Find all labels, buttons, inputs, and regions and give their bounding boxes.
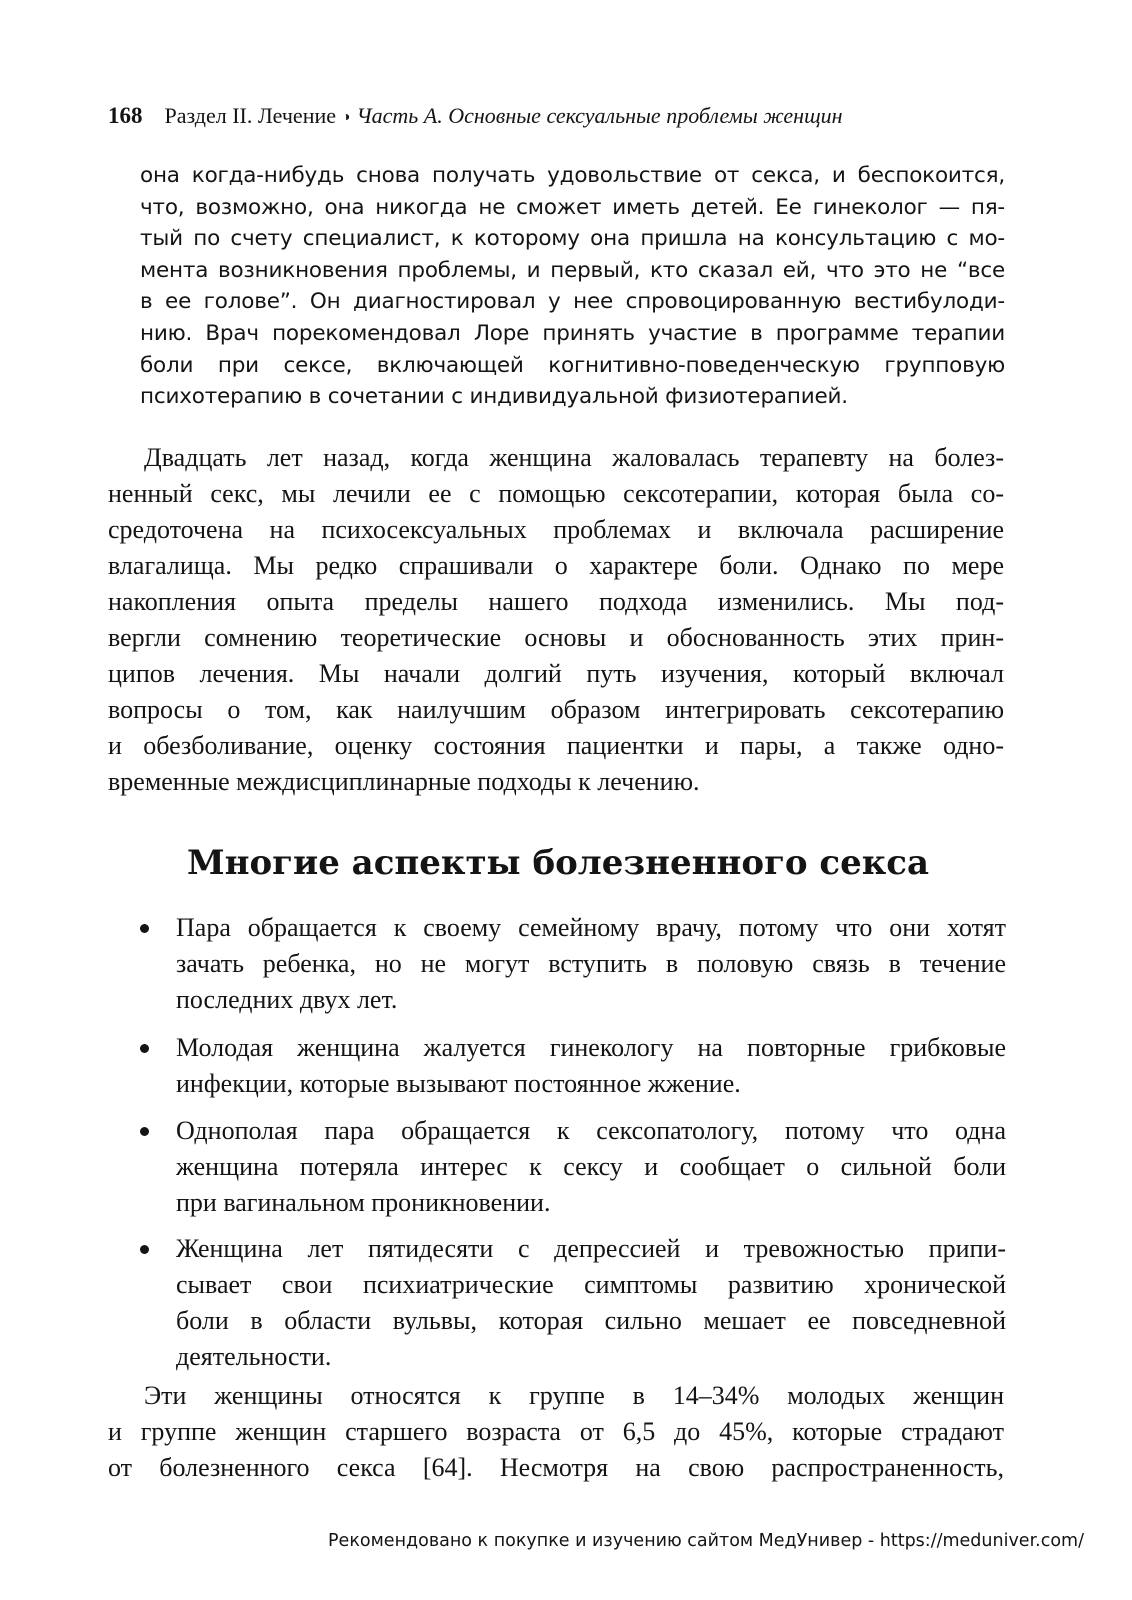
- separator-icon: ◑: [342, 110, 351, 125]
- paragraph-line: Эти женщины относятся к группе в 14–34% молодых женщин: [144, 1381, 1004, 1410]
- case-line: мента возникновения проблемы, и первый, кто сказал ей, что это не “все: [140, 257, 1005, 283]
- list-item-line: последних двух лет.: [176, 985, 398, 1014]
- section-label: Раздел II. Лечение: [164, 103, 337, 128]
- list-item-line: Молодая женщина жалуется гинекологу на повторные грибковые: [176, 1033, 1006, 1062]
- list-item-line: Пара обращается к своему семейному врачу, потому что они хотят: [176, 913, 1006, 942]
- paragraph-history: [108, 440, 1004, 800]
- list-item-line: Женщина лет пятидесяти с депрессией и тревожностью припи-: [176, 1234, 1006, 1263]
- case-line: боли при сексе, включающей когнитивно-поведенческую групповую: [140, 352, 1005, 378]
- list-item-line: зачать ребенка, но не могут вступить в половую связь в течение: [176, 949, 1006, 978]
- bullet-icon: [140, 1127, 149, 1136]
- paragraph-line: средоточена на психосексуальных проблемах и включала расширение: [108, 515, 1004, 544]
- list-item-text: [176, 1030, 1006, 1102]
- paragraph-line: Двадцать лет назад, когда женщина жаловалась терапевту на болез-: [144, 443, 1004, 472]
- list-item-line: деятельности.: [176, 1342, 332, 1371]
- list-item-line: при вагинальном проникновении.: [176, 1188, 551, 1217]
- case-line: нию. Врач порекомендовал Лоре принять участие в программе терапии: [140, 320, 1005, 346]
- list-item-line: Однополая пара обращается к сексопатологу, потому что одна: [176, 1116, 1006, 1145]
- section-heading: Многие аспекты болезненного секса: [186, 843, 930, 883]
- list-item-line: инфекции, которые вызывают постоянное жжение.: [176, 1069, 741, 1098]
- paragraph-prevalence: [108, 1378, 1004, 1486]
- paragraph-line: и обезболивание, оценку состояния пациентки и пары, а также одно-: [108, 731, 1004, 760]
- case-example-text: [140, 160, 1005, 413]
- paragraph-line: вопросы о том, как наилучшим образом интегрировать сексотерапию: [108, 695, 1004, 724]
- bullet-icon: [140, 924, 149, 933]
- list-item-line: сывает свои психиатрические симптомы развитию хронической: [176, 1270, 1006, 1299]
- bullet-icon: [140, 1245, 149, 1254]
- list-item-text: [176, 1113, 1006, 1221]
- case-line: она когда-нибудь снова получать удовольствие от секса, и беспокоится,: [140, 163, 1005, 188]
- case-line: психотерапию в сочетании с индивидуальной физиотерапией.: [140, 384, 848, 410]
- part-title: Часть А. Основные сексуальные проблемы женщин: [356, 103, 843, 128]
- paragraph-line: от болезненного секса [64]. Несмотря на свою распространенность,: [108, 1453, 1004, 1482]
- paragraph-line: и группе женщин старшего возраста от 6,5 до 45%, которые страдают: [108, 1417, 1004, 1446]
- list-item-line: боли в области вульвы, которая сильно мешает ее повседневной: [176, 1306, 1006, 1335]
- case-line: что, возможно, она никогда не сможет иметь детей. Ее гинеколог — пя-: [140, 194, 1005, 220]
- paragraph-line: влагалища. Мы редко спрашивали о характере боли. Однако по мере: [108, 551, 1004, 580]
- paragraph-line: ненный секс, мы лечили ее с помощью сексотерапии, которая была со-: [108, 479, 1004, 508]
- bullet-icon: [140, 1044, 149, 1053]
- page-number: 168: [108, 103, 143, 128]
- paragraph-line: вергли сомнению теоретические основы и обоснованность этих прин-: [108, 623, 1004, 652]
- list-item-text: [176, 1231, 1006, 1375]
- footer-watermark: Рекомендовано к покупке и изучению сайтом МедУнивер - https://meduniver.com/: [328, 1531, 1084, 1551]
- paragraph-line: ципов лечения. Мы начали долгий путь изучения, который включал: [108, 659, 1004, 688]
- list-item-text: [176, 910, 1006, 1018]
- running-header: [108, 98, 1008, 138]
- paragraph-line: временные междисциплинарные подходы к лечению.: [108, 767, 700, 796]
- case-line: в ее голове”. Он диагностировал у нее спровоцированную вестибулоди-: [140, 289, 1005, 315]
- paragraph-line: накопления опыта пределы нашего подхода изменились. Мы под-: [108, 587, 1004, 616]
- case-line: тый по счету специалист, к которому она пришла на консультацию с мо-: [140, 226, 1005, 252]
- list-item-line: женщина потеряла интерес к сексу и сообщает о сильной боли: [176, 1152, 1006, 1181]
